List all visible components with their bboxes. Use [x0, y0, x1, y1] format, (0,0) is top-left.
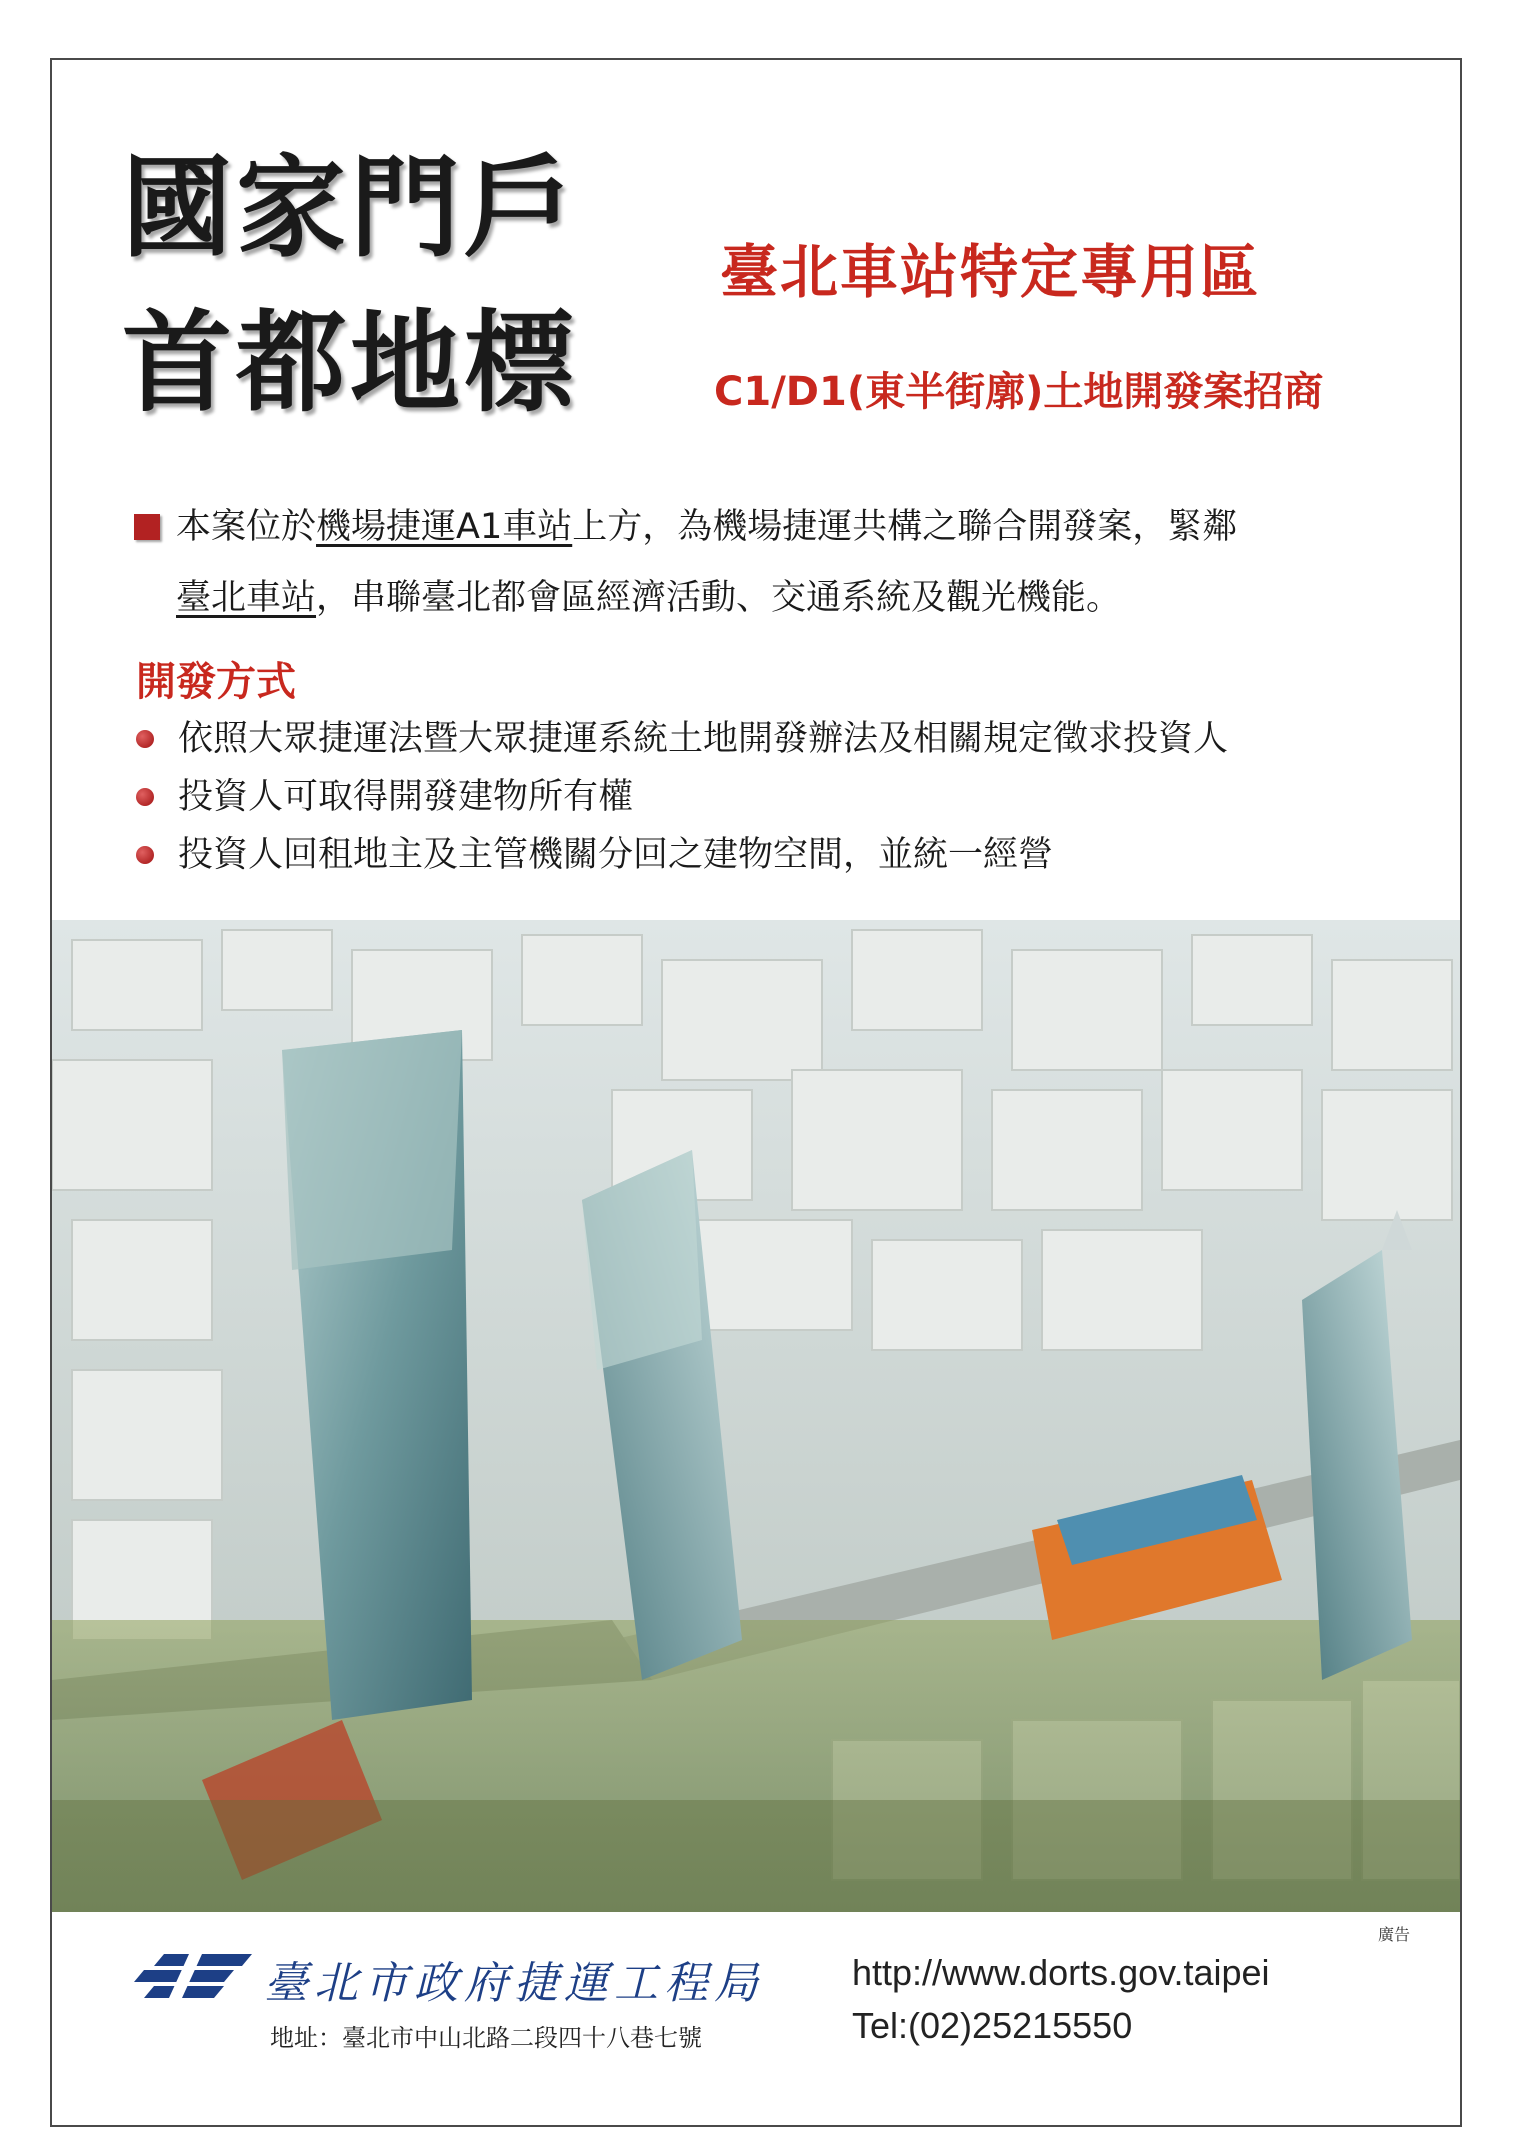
red-dot-icon [136, 788, 154, 806]
list-item [136, 768, 1416, 826]
intro-text-part: 本案位於 [176, 507, 317, 547]
intro-text-part: ，串聯臺北都會區經濟活動、交通系統及觀光機能。 [316, 578, 1122, 618]
aerial-rendering-image [52, 920, 1460, 1912]
intro-text-part: 上方，為機場捷運共構之聯合開發案，緊鄰 [572, 507, 1238, 547]
rendering-illustration [52, 920, 1460, 1912]
red-square-icon [134, 514, 160, 540]
subtitle-zone: 臺北車站特定專用區 [720, 238, 1261, 306]
advertisement-tag: 廣告 [1378, 1925, 1411, 1944]
list-item [136, 710, 1416, 768]
method-list [136, 710, 1416, 884]
dorts-logo-icon [134, 1948, 254, 2004]
intro-underlined-taipei-station: 臺北車站 [176, 578, 317, 618]
advertisement-page [50, 58, 1462, 2127]
list-item [136, 826, 1416, 884]
address-text: 地址：臺北市中山北路二段四十八巷七號 [270, 2024, 702, 2052]
list-item-text: 依照大眾捷運法暨大眾捷運系統土地開發辦法及相關規定徵求投資人 [178, 719, 1229, 759]
red-dot-icon [136, 730, 154, 748]
intro-paragraph [134, 492, 1394, 634]
website-link[interactable]: http://www.dorts.gov.taipei [852, 1952, 1270, 1993]
organization-name: 臺北市政府捷運工程局 [264, 1958, 764, 2009]
method-heading: 開發方式 [136, 659, 296, 705]
headline-line1: 國家門戶 [122, 143, 578, 272]
intro-text [134, 492, 1394, 634]
red-dot-icon [136, 846, 154, 864]
list-item-text: 投資人可取得開發建物所有權 [178, 777, 634, 817]
subtitle-project: C1/D1(東半街廓)土地開發案招商 [714, 369, 1324, 415]
headline-line2: 首都地標 [122, 298, 578, 427]
phone-number: Tel:(02)25215550 [852, 2005, 1133, 2046]
intro-underlined-station: 機場捷運A1車站 [316, 507, 573, 547]
list-item-text: 投資人回租地主及主管機關分回之建物空間，並統一經營 [178, 835, 1054, 875]
